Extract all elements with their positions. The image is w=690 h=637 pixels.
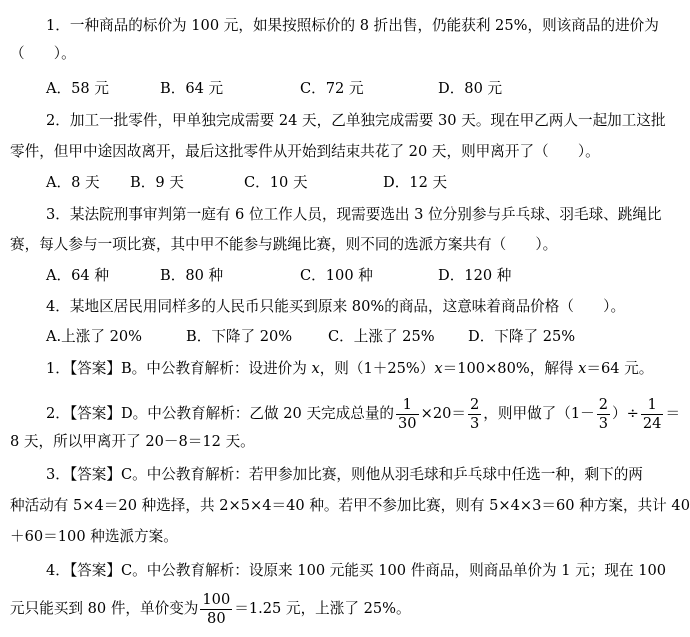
answer-3-line2: 种活动有 5×4＝20 种选择，共 2×5×4＝40 种。若甲不参加比赛，则有 5×4×3＝60 种方案，共计 40 — [10, 497, 690, 514]
answer-2-text-c: ，则甲做了（1－ — [483, 405, 595, 422]
answer-1-text-a: 1．【答案】B。中公教育解析：设进价为 — [46, 360, 312, 377]
answer-3-line1: 3．【答案】C。中公教育解析：若甲参加比赛，则他从羽毛球和乒乓球中任选一种，剩下的两 — [46, 466, 643, 483]
answer-2-line2: 8 天，所以甲离开了 20－8＝12 天。 — [10, 433, 255, 450]
q2-option-a: A．8 天 — [46, 174, 100, 191]
q1-option-c: C．72 元 — [300, 80, 364, 97]
answer-2-text-d: ）÷ — [612, 405, 639, 422]
q3-option-b: B．80 种 — [160, 267, 224, 284]
denominator: 3 — [470, 414, 480, 432]
q3-option-c: C．100 种 — [300, 267, 373, 284]
numerator: 2 — [598, 395, 609, 413]
fraction-1-30 — [396, 396, 419, 433]
q1-stem-line2: （ ）。 — [10, 45, 76, 62]
q4-option-a: A.上涨了 20% — [46, 328, 143, 345]
answer-2-text-b: ×20＝ — [420, 405, 466, 422]
answer-4-text-a: 元只能买到 80 件，单价变为 — [10, 600, 199, 617]
q2-option-c: C．10 天 — [244, 174, 308, 191]
answer-4-text-b: ＝1.25 元，上涨了 25%。 — [234, 600, 411, 617]
q3-stem-line2: 赛，每人参与一项比赛，其中甲不能参与跳绳比赛，则不同的选派方案共有（ ）。 — [10, 236, 558, 253]
numerator: 2 — [470, 395, 480, 413]
answer-1-text-d: ＝64 元。 — [586, 360, 654, 377]
q2-option-b: B．9 天 — [130, 174, 184, 191]
answer-1 — [0, 359, 654, 379]
variable-x: x — [578, 360, 587, 377]
variable-x: x — [434, 360, 443, 377]
q3-option-d: D．120 种 — [438, 267, 512, 284]
numerator: 100 — [202, 590, 231, 608]
variable-x: x — [311, 360, 320, 377]
denominator: 80 — [207, 609, 226, 627]
q1-option-d: D．80 元 — [438, 80, 503, 97]
numerator: 1 — [396, 396, 419, 415]
answer-4-line1: 4．【答案】C。中公教育解析：设原来 100 元能买 100 件商品，则商品单价为 1 元；现在 100 — [46, 562, 667, 579]
answer-2-text-a: 2．【答案】D。中公教育解析：乙做 20 天完成总量的 — [46, 405, 395, 422]
q4-stem: 4．某地区居民用同样多的人民币只能买到原来 80%的商品，这意味着商品价格（ ）。 — [46, 298, 626, 315]
fraction-2-3 — [597, 396, 610, 433]
answer-1-text-b: ，则（1＋25%） — [319, 360, 435, 377]
q2-stem-line1: 2．加工一批零件，甲单独完成需要 24 天，乙单独完成需要 30 天。现在甲乙两人一起加工这批 — [46, 112, 666, 129]
fraction-2-3 — [468, 396, 481, 433]
q4-option-b: B．下降了 20% — [186, 328, 293, 345]
denominator: 3 — [598, 414, 609, 432]
q4-option-c: C．上涨了 25% — [328, 328, 435, 345]
fraction-100-80 — [200, 591, 232, 628]
q2-stem-line2: 零件，但甲中途因故离开，最后这批零件从开始到结束共花了 20 天，则甲离开了（ ）。 — [10, 143, 600, 160]
answer-3-line3: ＋60＝100 种选派方案。 — [10, 528, 178, 545]
q2-option-d: D．12 天 — [383, 174, 448, 191]
denominator: 24 — [642, 414, 662, 432]
q1-stem-line1: 1．一种商品的标价为 100 元，如果按照标价的 8 折出售，仍能获利 25%，则该商品的进价为 — [46, 17, 659, 34]
q3-stem-line1: 3．某法院刑事审判第一庭有 6 位工作人员，现需要选出 3 位分别参与乒乓球、羽毛球、跳绳比 — [46, 206, 662, 223]
q1-option-a: A．58 元 — [46, 80, 109, 97]
q1-option-b: B．64 元 — [160, 80, 224, 97]
answer-4-line2 — [0, 587, 635, 631]
answer-1-text-c: ＝100×80%，解得 — [442, 360, 579, 377]
numerator: 1 — [641, 396, 664, 415]
answer-2-line1 — [0, 392, 681, 436]
q4-option-d: D．下降了 25% — [468, 328, 576, 345]
q3-option-a: A．64 种 — [46, 267, 109, 284]
fraction-1-24 — [641, 396, 664, 433]
denominator: 30 — [398, 414, 417, 432]
answer-2-text-e: ＝ — [665, 405, 681, 422]
